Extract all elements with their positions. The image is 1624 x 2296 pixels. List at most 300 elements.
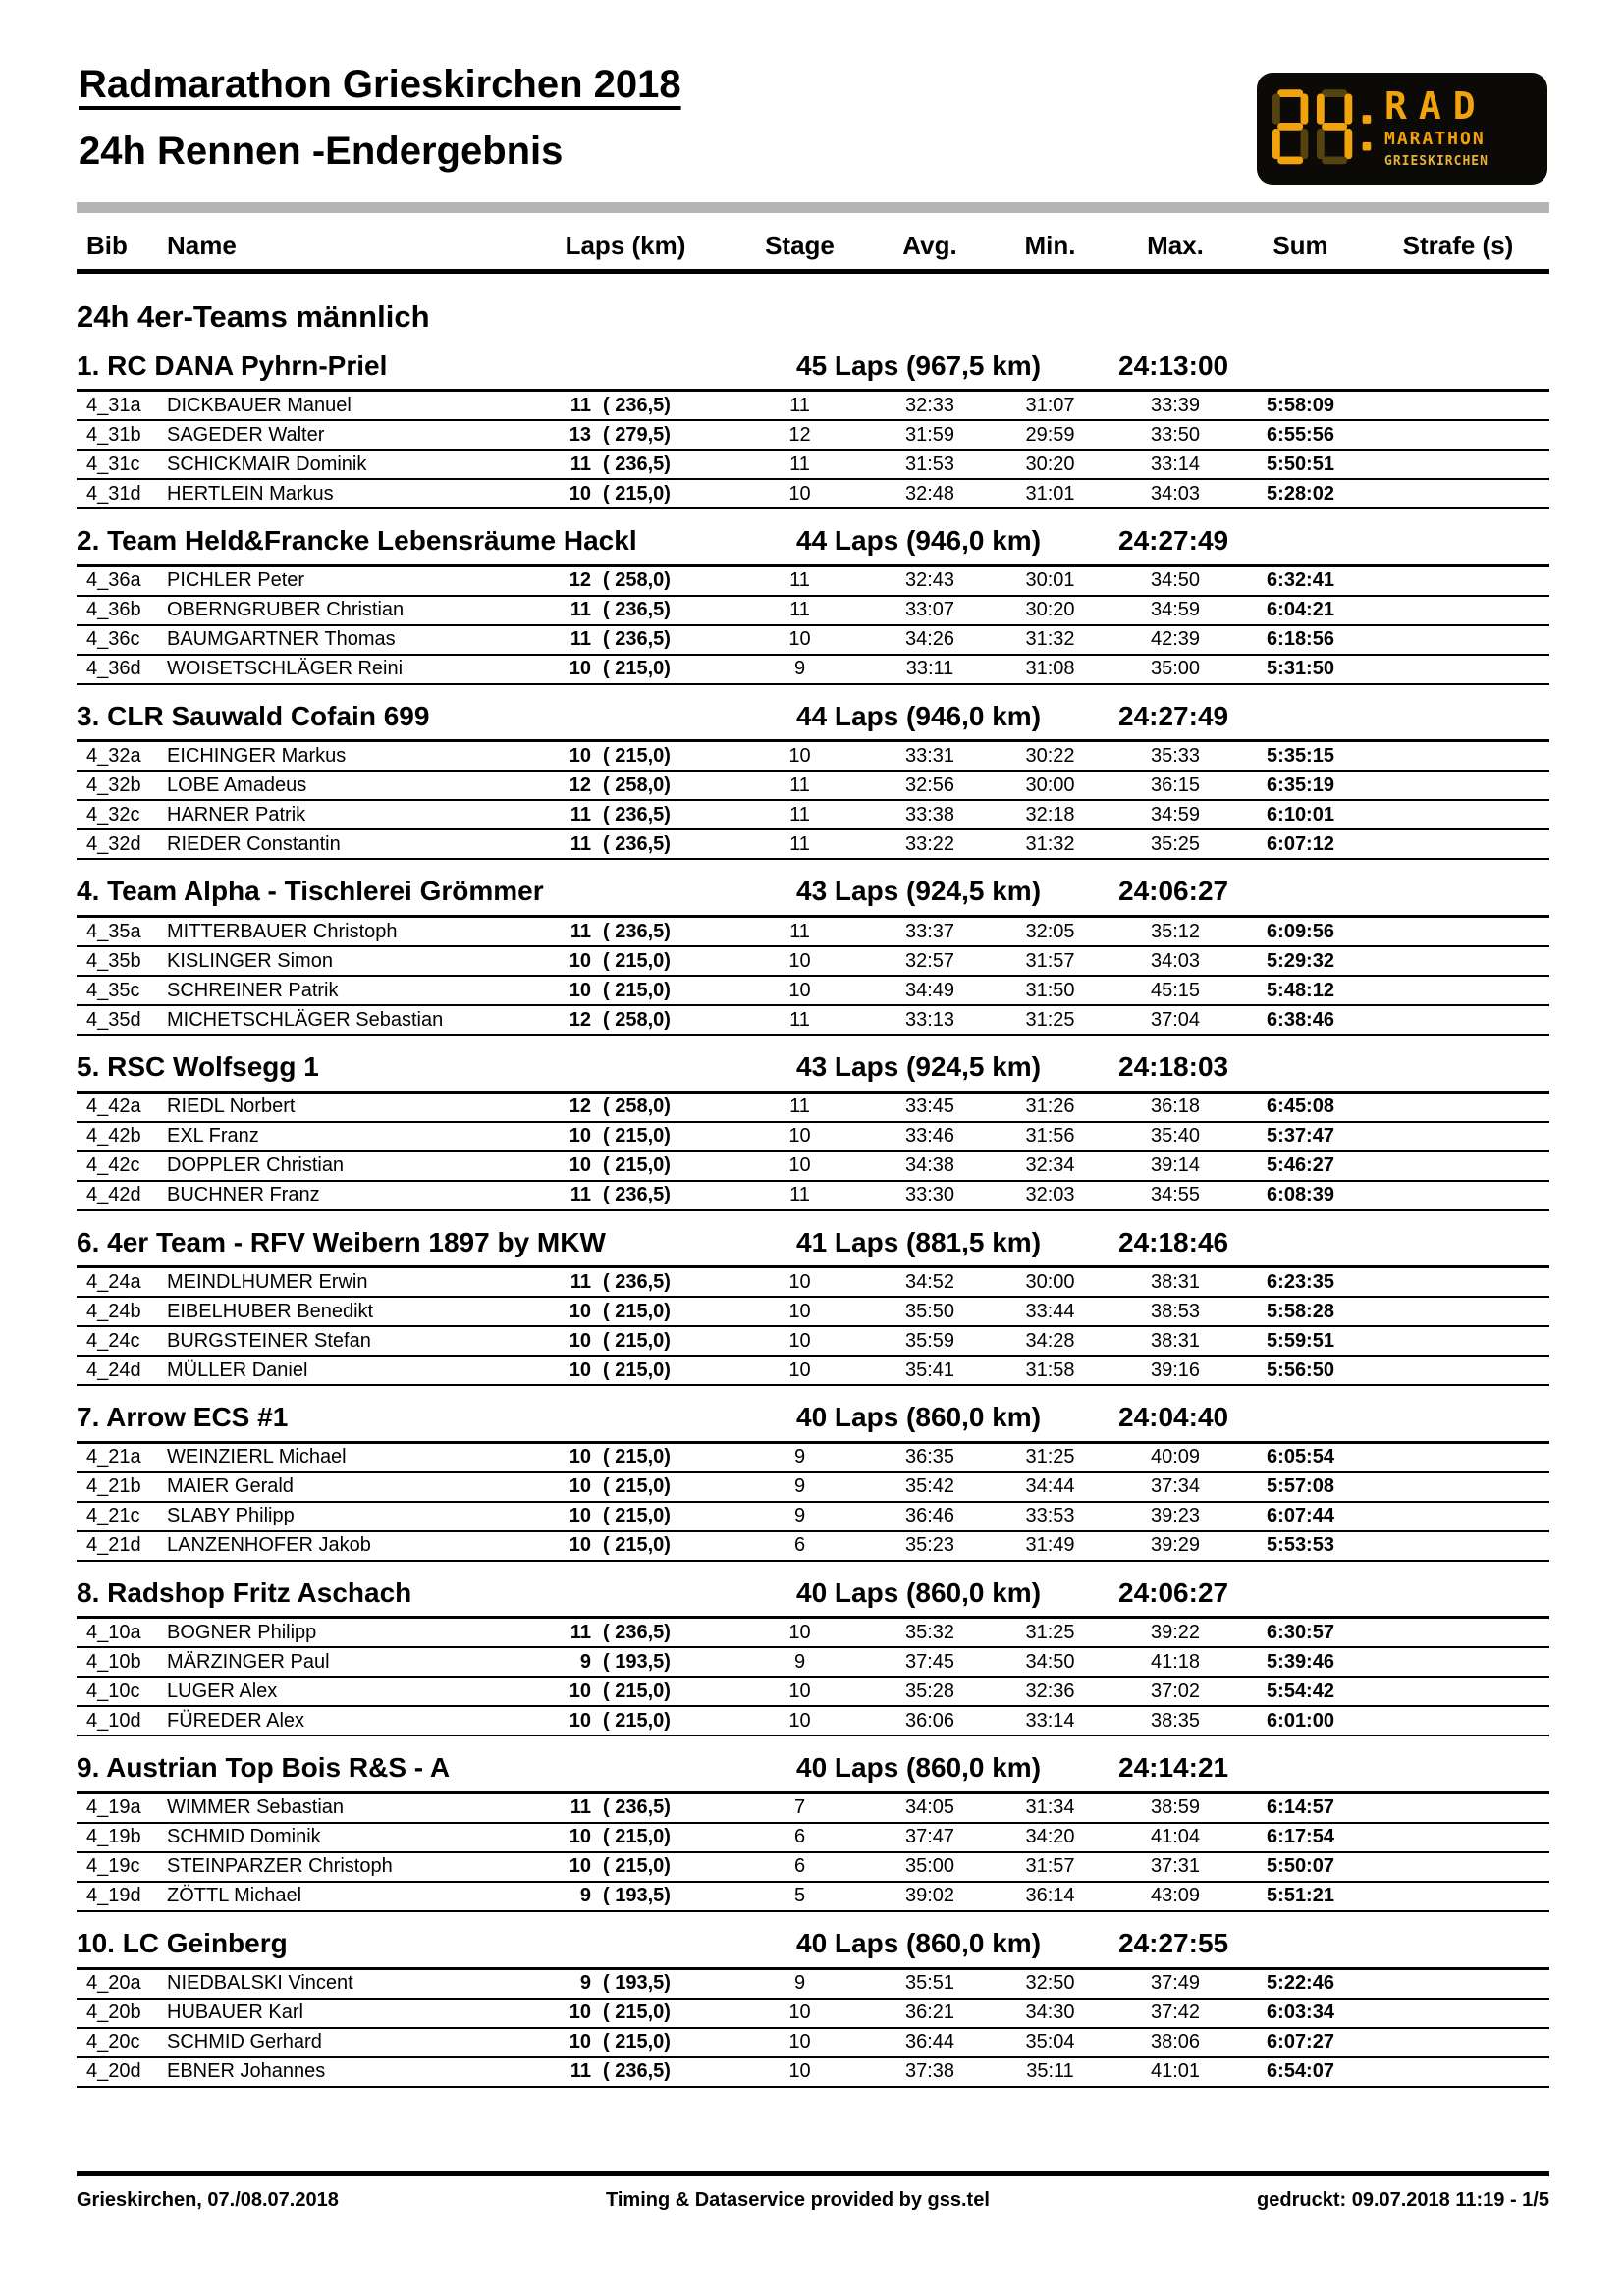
rider-stage: 10 bbox=[724, 976, 876, 1005]
rider-max: 35:33 bbox=[1116, 741, 1234, 772]
team-header bbox=[77, 1050, 1549, 1084]
rider-sum: 5:53:53 bbox=[1234, 1531, 1367, 1561]
rider-bib: 4_32d bbox=[77, 829, 159, 859]
rider-sum: 5:51:21 bbox=[1234, 1882, 1367, 1911]
rider-stage: 10 bbox=[724, 1297, 876, 1326]
rider-name: WOISETSCHLÄGER Reini bbox=[159, 655, 498, 684]
rider-stage: 11 bbox=[724, 771, 876, 800]
table-row bbox=[77, 1122, 1549, 1151]
riders-table bbox=[77, 389, 1549, 509]
rider-max: 39:22 bbox=[1116, 1618, 1234, 1648]
rider-stage: 9 bbox=[724, 1647, 876, 1677]
rider-laps-km bbox=[498, 625, 724, 655]
rider-sum: 6:01:00 bbox=[1234, 1706, 1367, 1735]
rider-laps: 10 bbox=[568, 1329, 591, 1352]
rider-avg: 34:05 bbox=[876, 1792, 984, 1823]
rider-sum: 6:54:07 bbox=[1234, 2057, 1367, 2087]
rider-name: MAIER Gerald bbox=[159, 1472, 498, 1502]
team-total-time: 24:27:55 bbox=[1118, 1927, 1229, 1958]
rider-strafe bbox=[1367, 946, 1549, 976]
table-row bbox=[77, 741, 1549, 772]
riders-table bbox=[77, 739, 1549, 860]
rider-strafe bbox=[1367, 1677, 1549, 1706]
col-header-min: Min. bbox=[984, 223, 1116, 272]
rider-bib: 4_36c bbox=[77, 625, 159, 655]
footer-location-date: Grieskirchen, 07./08.07.2018 bbox=[77, 2189, 339, 2211]
rider-strafe bbox=[1367, 2057, 1549, 2087]
rider-bib: 4_19b bbox=[77, 1823, 159, 1852]
table-row bbox=[77, 1267, 1549, 1298]
team-title: 6. 4er Team - RFV Weibern 1897 by MKW bbox=[77, 1226, 606, 1257]
rider-name: RIEDER Constantin bbox=[159, 829, 498, 859]
riders-table bbox=[77, 1791, 1549, 1912]
table-row bbox=[77, 1618, 1549, 1648]
rider-min: 31:58 bbox=[984, 1356, 1116, 1385]
rider-bib: 4_35c bbox=[77, 976, 159, 1005]
rider-min: 32:36 bbox=[984, 1677, 1116, 1706]
rider-bib: 4_20c bbox=[77, 2028, 159, 2057]
rider-sum: 6:05:54 bbox=[1234, 1442, 1367, 1472]
team-laps-summary: 43 Laps (924,5 km) bbox=[796, 876, 1042, 907]
rider-avg: 39:02 bbox=[876, 1882, 984, 1911]
rider-name: MICHETSCHLÄGER Sebastian bbox=[159, 1005, 498, 1035]
rider-name: LUGER Alex bbox=[159, 1677, 498, 1706]
rider-stage: 11 bbox=[724, 917, 876, 947]
team-laps-summary: 45 Laps (967,5 km) bbox=[796, 349, 1042, 381]
rider-max: 34:50 bbox=[1116, 565, 1234, 596]
rider-avg: 34:52 bbox=[876, 1267, 984, 1298]
rider-bib: 4_42c bbox=[77, 1151, 159, 1181]
rider-bib: 4_24c bbox=[77, 1326, 159, 1356]
rider-max: 34:03 bbox=[1116, 946, 1234, 976]
rider-laps: 10 bbox=[568, 658, 591, 680]
col-header-avg: Avg. bbox=[876, 223, 984, 272]
rider-km: ( 193,5) bbox=[603, 1650, 671, 1673]
col-header-laps: Laps (km) bbox=[498, 223, 724, 272]
rider-min: 31:25 bbox=[984, 1442, 1116, 1472]
table-row bbox=[77, 1531, 1549, 1561]
rider-min: 35:04 bbox=[984, 2028, 1116, 2057]
rider-max: 33:50 bbox=[1116, 420, 1234, 450]
rider-avg: 36:44 bbox=[876, 2028, 984, 2057]
rider-stage: 10 bbox=[724, 1677, 876, 1706]
rider-km: ( 215,0) bbox=[603, 658, 671, 680]
table-row bbox=[77, 1999, 1549, 2028]
rider-max: 33:14 bbox=[1116, 450, 1234, 479]
rider-strafe bbox=[1367, 917, 1549, 947]
rider-strafe bbox=[1367, 1326, 1549, 1356]
team-block bbox=[77, 700, 1549, 861]
rider-km: ( 258,0) bbox=[603, 774, 671, 796]
rider-sum: 5:59:51 bbox=[1234, 1326, 1367, 1356]
rider-max: 38:35 bbox=[1116, 1706, 1234, 1735]
team-total-time: 24:27:49 bbox=[1118, 700, 1229, 731]
team-laps-summary: 41 Laps (881,5 km) bbox=[796, 1226, 1042, 1257]
rider-min: 31:57 bbox=[984, 1852, 1116, 1882]
rider-avg: 37:38 bbox=[876, 2057, 984, 2087]
rider-laps: 11 bbox=[569, 1796, 591, 1819]
rider-min: 31:32 bbox=[984, 625, 1116, 655]
rider-bib: 4_24a bbox=[77, 1267, 159, 1298]
rider-bib: 4_35d bbox=[77, 1005, 159, 1035]
rider-sum: 6:55:56 bbox=[1234, 420, 1367, 450]
rider-name: FÜREDER Alex bbox=[159, 1706, 498, 1735]
team-title: 8. Radshop Fritz Aschach bbox=[77, 1576, 412, 1608]
rider-sum: 6:17:54 bbox=[1234, 1823, 1367, 1852]
footer-timing-credit: Timing & Dataservice provided by gss.tel bbox=[606, 2189, 990, 2211]
rider-km: ( 215,0) bbox=[603, 979, 671, 1001]
rider-max: 35:25 bbox=[1116, 829, 1234, 859]
rider-km: ( 215,0) bbox=[603, 744, 671, 767]
riders-table bbox=[77, 1265, 1549, 1386]
rider-min: 34:30 bbox=[984, 1999, 1116, 2028]
rider-km: ( 215,0) bbox=[603, 949, 671, 972]
rider-min: 30:01 bbox=[984, 565, 1116, 596]
rider-min: 35:11 bbox=[984, 2057, 1116, 2087]
rider-bib: 4_24b bbox=[77, 1297, 159, 1326]
rider-laps-km bbox=[498, 1181, 724, 1210]
rider-km: ( 215,0) bbox=[603, 1826, 671, 1848]
rider-km: ( 193,5) bbox=[603, 1885, 671, 1907]
rider-laps: 11 bbox=[569, 1621, 591, 1643]
rider-max: 38:53 bbox=[1116, 1297, 1234, 1326]
rider-km: ( 215,0) bbox=[603, 1446, 671, 1468]
rider-sum: 5:56:50 bbox=[1234, 1356, 1367, 1385]
rider-laps-km bbox=[498, 1092, 724, 1122]
rider-strafe bbox=[1367, 1122, 1549, 1151]
rider-avg: 36:06 bbox=[876, 1706, 984, 1735]
rider-strafe bbox=[1367, 1442, 1549, 1472]
table-row bbox=[77, 1092, 1549, 1122]
team-header bbox=[77, 1576, 1549, 1610]
table-row bbox=[77, 1677, 1549, 1706]
rider-laps: 10 bbox=[568, 1446, 591, 1468]
table-row bbox=[77, 625, 1549, 655]
rider-stage: 11 bbox=[724, 1005, 876, 1035]
rider-km: ( 236,5) bbox=[603, 803, 671, 826]
team-laps-summary: 40 Laps (860,0 km) bbox=[796, 1576, 1042, 1608]
rider-max: 39:23 bbox=[1116, 1502, 1234, 1531]
table-row bbox=[77, 1823, 1549, 1852]
rider-max: 35:00 bbox=[1116, 655, 1234, 684]
rider-laps: 9 bbox=[579, 1885, 591, 1907]
rider-km: ( 215,0) bbox=[603, 1125, 671, 1148]
rider-km: ( 236,5) bbox=[603, 920, 671, 942]
rider-stage: 11 bbox=[724, 1181, 876, 1210]
rider-sum: 6:07:12 bbox=[1234, 829, 1367, 859]
rider-sum: 6:09:56 bbox=[1234, 917, 1367, 947]
rider-max: 35:40 bbox=[1116, 1122, 1234, 1151]
rider-km: ( 258,0) bbox=[603, 569, 671, 592]
rider-name: SAGEDER Walter bbox=[159, 420, 498, 450]
rider-min: 31:56 bbox=[984, 1122, 1116, 1151]
rider-max: 39:29 bbox=[1116, 1531, 1234, 1561]
rider-name: MÜLLER Daniel bbox=[159, 1356, 498, 1385]
rider-stage: 10 bbox=[724, 1122, 876, 1151]
rider-avg: 34:38 bbox=[876, 1151, 984, 1181]
rider-laps-km bbox=[498, 1326, 724, 1356]
rider-stage: 7 bbox=[724, 1792, 876, 1823]
rider-bib: 4_42b bbox=[77, 1122, 159, 1151]
rider-name: ZÖTTL Michael bbox=[159, 1882, 498, 1911]
rider-bib: 4_35a bbox=[77, 917, 159, 947]
rider-max: 45:15 bbox=[1116, 976, 1234, 1005]
rider-avg: 34:26 bbox=[876, 625, 984, 655]
rider-laps: 11 bbox=[569, 599, 591, 621]
rider-max: 37:42 bbox=[1116, 1999, 1234, 2028]
table-row bbox=[77, 1472, 1549, 1502]
rider-laps-km bbox=[498, 917, 724, 947]
rider-sum: 5:50:51 bbox=[1234, 450, 1367, 479]
rider-name: EBNER Johannes bbox=[159, 2057, 498, 2087]
table-row bbox=[77, 1005, 1549, 1035]
rider-laps-km bbox=[498, 741, 724, 772]
table-row bbox=[77, 1442, 1549, 1472]
rider-avg: 35:00 bbox=[876, 1852, 984, 1882]
rider-stage: 12 bbox=[724, 420, 876, 450]
table-row bbox=[77, 1181, 1549, 1210]
team-header bbox=[77, 875, 1549, 908]
rider-avg: 33:37 bbox=[876, 917, 984, 947]
team-block bbox=[77, 1576, 1549, 1737]
rider-avg: 34:49 bbox=[876, 976, 984, 1005]
rider-strafe bbox=[1367, 420, 1549, 450]
rider-km: ( 215,0) bbox=[603, 2031, 671, 2054]
rider-max: 38:06 bbox=[1116, 2028, 1234, 2057]
rider-name: EXL Franz bbox=[159, 1122, 498, 1151]
rider-max: 34:55 bbox=[1116, 1181, 1234, 1210]
rider-strafe bbox=[1367, 1968, 1549, 1999]
rider-avg: 33:31 bbox=[876, 741, 984, 772]
rider-max: 40:09 bbox=[1116, 1442, 1234, 1472]
rider-strafe bbox=[1367, 1356, 1549, 1385]
rider-laps: 9 bbox=[579, 1972, 591, 1995]
riders-table bbox=[77, 915, 1549, 1036]
rider-name: BAUMGARTNER Thomas bbox=[159, 625, 498, 655]
rider-km: ( 215,0) bbox=[603, 1475, 671, 1498]
rider-avg: 33:13 bbox=[876, 1005, 984, 1035]
rider-km: ( 215,0) bbox=[603, 1300, 671, 1322]
rider-stage: 10 bbox=[724, 1999, 876, 2028]
rider-sum: 5:29:32 bbox=[1234, 946, 1367, 976]
rider-bib: 4_21b bbox=[77, 1472, 159, 1502]
rider-bib: 4_10b bbox=[77, 1647, 159, 1677]
rider-bib: 4_10a bbox=[77, 1618, 159, 1648]
rider-laps-km bbox=[498, 946, 724, 976]
rider-avg: 35:23 bbox=[876, 1531, 984, 1561]
rider-km: ( 236,5) bbox=[603, 2060, 671, 2083]
rider-max: 38:59 bbox=[1116, 1792, 1234, 1823]
rider-sum: 5:50:07 bbox=[1234, 1852, 1367, 1882]
rider-km: ( 236,5) bbox=[603, 1270, 671, 1293]
rider-sum: 6:08:39 bbox=[1234, 1181, 1367, 1210]
team-header bbox=[77, 1927, 1549, 1960]
rider-max: 34:59 bbox=[1116, 800, 1234, 829]
rider-km: ( 279,5) bbox=[603, 423, 671, 446]
rider-bib: 4_20b bbox=[77, 1999, 159, 2028]
rider-name: EIBELHUBER Benedikt bbox=[159, 1297, 498, 1326]
rider-avg: 33:11 bbox=[876, 655, 984, 684]
rider-avg: 32:43 bbox=[876, 565, 984, 596]
rider-laps-km bbox=[498, 1618, 724, 1648]
rider-sum: 6:03:34 bbox=[1234, 1999, 1367, 2028]
rider-strafe bbox=[1367, 800, 1549, 829]
rider-avg: 35:50 bbox=[876, 1297, 984, 1326]
rider-sum: 5:57:08 bbox=[1234, 1472, 1367, 1502]
rider-strafe bbox=[1367, 391, 1549, 421]
rider-stage: 10 bbox=[724, 2057, 876, 2087]
rider-laps-km bbox=[498, 655, 724, 684]
rider-sum: 6:38:46 bbox=[1234, 1005, 1367, 1035]
rider-laps: 11 bbox=[569, 803, 591, 826]
table-row bbox=[77, 917, 1549, 947]
rider-strafe bbox=[1367, 1181, 1549, 1210]
rider-bib: 4_42a bbox=[77, 1092, 159, 1122]
rider-max: 34:03 bbox=[1116, 479, 1234, 508]
rider-bib: 4_21c bbox=[77, 1502, 159, 1531]
rider-bib: 4_21d bbox=[77, 1531, 159, 1561]
rider-km: ( 236,5) bbox=[603, 453, 671, 475]
rider-avg: 31:59 bbox=[876, 420, 984, 450]
rider-min: 31:32 bbox=[984, 829, 1116, 859]
rider-avg: 37:45 bbox=[876, 1647, 984, 1677]
team-header bbox=[77, 1226, 1549, 1259]
rider-laps-km bbox=[498, 976, 724, 1005]
rider-max: 36:18 bbox=[1116, 1092, 1234, 1122]
rider-laps: 9 bbox=[579, 1650, 591, 1673]
rider-sum: 5:46:27 bbox=[1234, 1151, 1367, 1181]
rider-min: 34:44 bbox=[984, 1472, 1116, 1502]
rider-km: ( 215,0) bbox=[603, 1329, 671, 1352]
table-row bbox=[77, 1882, 1549, 1911]
rider-laps-km bbox=[498, 1677, 724, 1706]
table-row bbox=[77, 1968, 1549, 1999]
rider-name: HUBAUER Karl bbox=[159, 1999, 498, 2028]
rider-laps: 10 bbox=[568, 1505, 591, 1527]
table-row bbox=[77, 946, 1549, 976]
rider-bib: 4_21a bbox=[77, 1442, 159, 1472]
rider-km: ( 215,0) bbox=[603, 1505, 671, 1527]
table-row bbox=[77, 829, 1549, 859]
rider-bib: 4_32a bbox=[77, 741, 159, 772]
rider-stage: 10 bbox=[724, 1356, 876, 1385]
team-block bbox=[77, 1401, 1549, 1562]
seven-segment-24-icon bbox=[1272, 88, 1373, 169]
rider-sum: 6:04:21 bbox=[1234, 596, 1367, 625]
rider-laps: 10 bbox=[568, 2031, 591, 2054]
rider-sum: 5:39:46 bbox=[1234, 1647, 1367, 1677]
col-header-stage: Stage bbox=[724, 223, 876, 272]
rider-km: ( 258,0) bbox=[603, 1008, 671, 1031]
rider-strafe bbox=[1367, 1531, 1549, 1561]
col-header-strafe: Strafe (s) bbox=[1367, 223, 1549, 272]
rider-km: ( 215,0) bbox=[603, 1359, 671, 1381]
rider-max: 41:01 bbox=[1116, 2057, 1234, 2087]
rider-laps-km bbox=[498, 1297, 724, 1326]
rider-sum: 6:23:35 bbox=[1234, 1267, 1367, 1298]
rider-min: 31:57 bbox=[984, 946, 1116, 976]
rider-bib: 4_36b bbox=[77, 596, 159, 625]
rider-max: 37:31 bbox=[1116, 1852, 1234, 1882]
rider-avg: 35:28 bbox=[876, 1677, 984, 1706]
rider-name: SLABY Philipp bbox=[159, 1502, 498, 1531]
rider-name: SCHMID Gerhard bbox=[159, 2028, 498, 2057]
team-title: 4. Team Alpha - Tischlerei Grömmer bbox=[77, 876, 544, 907]
rider-bib: 4_19d bbox=[77, 1882, 159, 1911]
rider-laps-km bbox=[498, 1999, 724, 2028]
rider-laps: 10 bbox=[568, 1154, 591, 1177]
page-title: Radmarathon Grieskirchen 2018 bbox=[79, 63, 681, 106]
rider-name: MITTERBAUER Christoph bbox=[159, 917, 498, 947]
rider-laps-km bbox=[498, 1647, 724, 1677]
rider-name: SCHREINER Patrik bbox=[159, 976, 498, 1005]
rider-km: ( 236,5) bbox=[603, 628, 671, 651]
table-row bbox=[77, 420, 1549, 450]
rider-km: ( 258,0) bbox=[603, 1095, 671, 1118]
rider-bib: 4_19a bbox=[77, 1792, 159, 1823]
rider-min: 36:14 bbox=[984, 1882, 1116, 1911]
table-row bbox=[77, 1792, 1549, 1823]
rider-sum: 6:07:44 bbox=[1234, 1502, 1367, 1531]
rider-avg: 32:57 bbox=[876, 946, 984, 976]
rider-sum: 6:14:57 bbox=[1234, 1792, 1367, 1823]
rider-max: 33:39 bbox=[1116, 391, 1234, 421]
rider-avg: 35:51 bbox=[876, 1968, 984, 1999]
table-row bbox=[77, 596, 1549, 625]
rider-max: 39:16 bbox=[1116, 1356, 1234, 1385]
rider-min: 30:00 bbox=[984, 1267, 1116, 1298]
rider-stage: 5 bbox=[724, 1882, 876, 1911]
rider-stage: 11 bbox=[724, 450, 876, 479]
rider-max: 42:39 bbox=[1116, 625, 1234, 655]
rider-laps: 10 bbox=[568, 1680, 591, 1702]
table-row bbox=[77, 1706, 1549, 1735]
event-logo bbox=[1257, 73, 1547, 185]
rider-stage: 11 bbox=[724, 1092, 876, 1122]
rider-laps: 10 bbox=[568, 949, 591, 972]
table-row bbox=[77, 2028, 1549, 2057]
rider-name: BURGSTEINER Stefan bbox=[159, 1326, 498, 1356]
rider-avg: 33:07 bbox=[876, 596, 984, 625]
logo-rad-label: RAD bbox=[1384, 84, 1488, 129]
rider-avg: 33:45 bbox=[876, 1092, 984, 1122]
rider-laps-km bbox=[498, 1005, 724, 1035]
table-row bbox=[77, 450, 1549, 479]
rider-name: WEINZIERL Michael bbox=[159, 1442, 498, 1472]
rider-name: KISLINGER Simon bbox=[159, 946, 498, 976]
rider-max: 37:02 bbox=[1116, 1677, 1234, 1706]
rider-stage: 10 bbox=[724, 741, 876, 772]
riders-table bbox=[77, 1091, 1549, 1211]
rider-name: PICHLER Peter bbox=[159, 565, 498, 596]
rider-laps: 10 bbox=[568, 1709, 591, 1732]
rider-min: 33:44 bbox=[984, 1297, 1116, 1326]
rider-laps: 11 bbox=[569, 2060, 591, 2083]
team-laps-summary: 44 Laps (946,0 km) bbox=[796, 525, 1042, 557]
team-laps-summary: 43 Laps (924,5 km) bbox=[796, 1051, 1042, 1083]
rider-max: 36:15 bbox=[1116, 771, 1234, 800]
rider-strafe bbox=[1367, 1647, 1549, 1677]
rider-sum: 6:18:56 bbox=[1234, 625, 1367, 655]
rider-avg: 35:42 bbox=[876, 1472, 984, 1502]
table-row bbox=[77, 976, 1549, 1005]
team-header bbox=[77, 1401, 1549, 1434]
rider-name: OBERNGRUBER Christian bbox=[159, 596, 498, 625]
team-block bbox=[77, 1751, 1549, 1912]
rider-min: 34:50 bbox=[984, 1647, 1116, 1677]
rider-laps: 10 bbox=[568, 979, 591, 1001]
logo-grieskirchen-label: GRIESKIRCHEN bbox=[1384, 153, 1489, 169]
